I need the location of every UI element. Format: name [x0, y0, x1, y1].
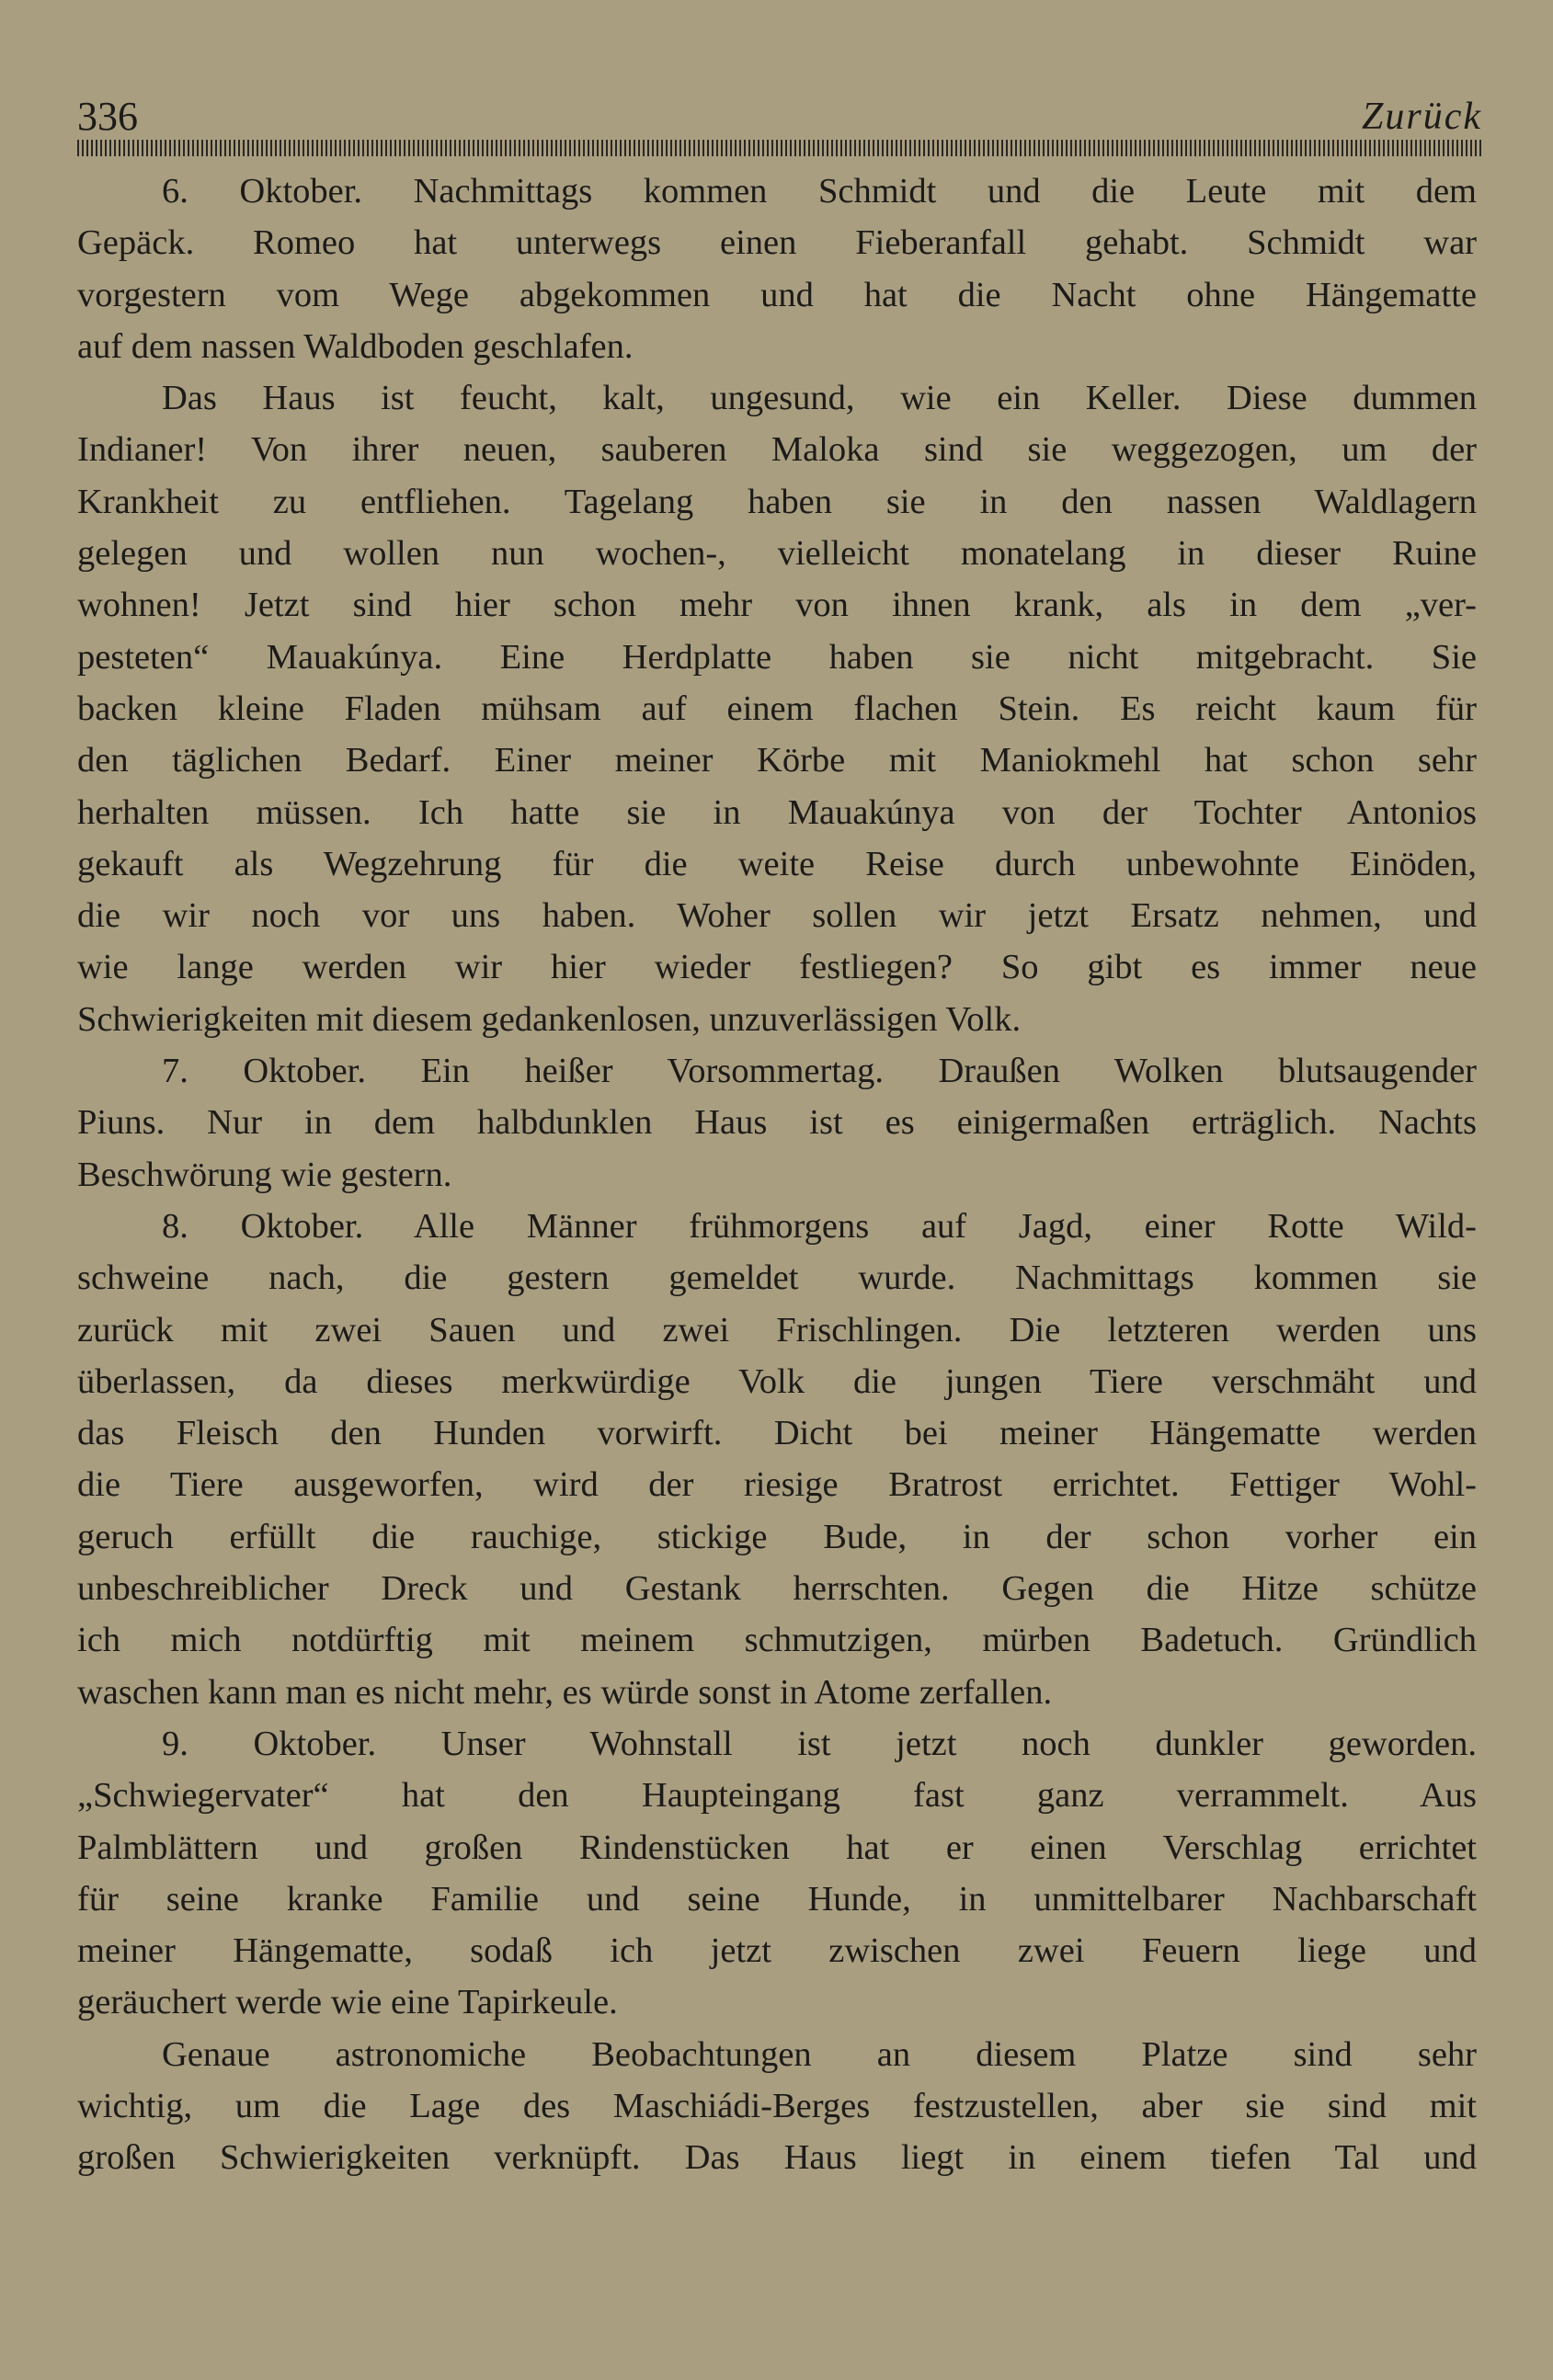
text-line: „Schwiegervater“ hat den Haupteingang fast ganz verrammelt. Aus: [77, 1776, 1477, 1816]
text-line: geräuchert werde wie eine Tapirkeule.: [77, 1983, 618, 2022]
body-text: [77, 165, 1477, 2184]
text-line: wichtig, um die Lage des Maschiádi-Berges festzustellen, aber sie sind mit: [77, 2086, 1477, 2125]
text-line: 9. Oktober. Unser Wohnstall ist jetzt noch dunkler geworden.: [162, 1724, 1477, 1763]
text-line: vorgestern vom Wege abgekommen und hat die Nacht ohne Hängematte: [77, 275, 1477, 314]
text-line: zurück mit zwei Sauen und zwei Frischlingen. Die letzteren werden uns: [77, 1310, 1477, 1349]
text-line: großen Schwierigkeiten verknüpft. Das Haus liegt in einem tiefen Tal und: [77, 2138, 1477, 2178]
text-line: Krankheit zu entfliehen. Tagelang haben sie in den nassen Waldlagern: [77, 482, 1477, 521]
text-line: backen kleine Fladen mühsam auf einem flachen Stein. Es reicht kaum für: [77, 689, 1477, 728]
text-line: Gepäck. Romeo hat unterwegs einen Fieberanfall gehabt. Schmidt war: [77, 223, 1477, 263]
text-line: gekauft als Wegzehrung für die weite Reise durch unbewohnte Einöden,: [77, 844, 1477, 883]
text-line: Das Haus ist feucht, kalt, ungesund, wie ein Keller. Diese dummen: [162, 379, 1477, 418]
ornament-rule: [77, 140, 1482, 156]
text-line: wohnen! Jetzt sind hier schon mehr von ihnen krank, als in dem „ver-: [77, 586, 1477, 625]
text-line: 6. Oktober. Nachmittags kommen Schmidt und die Leute mit dem: [162, 172, 1477, 211]
text-line: 7. Oktober. Ein heißer Vorsommertag. Draußen Wolken blutsaugender: [162, 1052, 1477, 1091]
text-line: den täglichen Bedarf. Einer meiner Körbe mit Maniokmehl hat schon sehr: [77, 741, 1477, 780]
text-line: Piuns. Nur in dem halbdunklen Haus ist es einigermaßen erträglich. Nachts: [77, 1103, 1477, 1143]
text-line: waschen kann man es nicht mehr, es würde sonst in Atome zerfallen.: [77, 1672, 1053, 1712]
text-line: Palmblättern und großen Rindenstücken hat er einen Verschlag errichtet: [77, 1828, 1477, 1867]
text-line: auf dem nassen Waldboden geschlafen.: [77, 326, 634, 366]
running-head: [77, 94, 1482, 140]
page-number: 336: [77, 94, 138, 139]
text-line: meiner Hängematte, sodaß ich jetzt zwischen zwei Feuern liege und: [77, 1931, 1477, 1971]
text-line: Indianer! Von ihrer neuen, sauberen Maloka sind sie weggezogen, um der: [77, 430, 1477, 470]
text-line: unbeschreiblicher Dreck und Gestank herrschten. Gegen die Hitze schütze: [77, 1569, 1477, 1609]
text-line: geruch erfüllt die rauchige, stickige Bude, in der schon vorher ein: [77, 1517, 1477, 1556]
text-line: für seine kranke Familie und seine Hunde, in unmittelbarer Nachbarschaft: [77, 1879, 1477, 1919]
text-line: schweine nach, die gestern gemeldet wurde. Nachmittags kommen sie: [77, 1258, 1477, 1298]
text-line: wie lange werden wir hier wieder festliegen? So gibt es immer neue: [77, 948, 1477, 987]
text-line: überlassen, da dieses merkwürdige Volk die jungen Tiere verschmäht und: [77, 1361, 1477, 1401]
text-line: Beschwörung wie gestern.: [77, 1155, 452, 1194]
text-line: die Tiere ausgeworfen, wird der riesige Bratrost errichtet. Fettiger Wohl-: [77, 1465, 1477, 1505]
text-line: pesteten“ Mauakúnya. Eine Herdplatte haben sie nicht mitgebracht. Sie: [77, 637, 1477, 677]
text-line: das Fleisch den Hunden vorwirft. Dicht bei meiner Hängematte werden: [77, 1414, 1477, 1453]
running-title: Zurück: [1362, 96, 1482, 138]
text-line: herhalten müssen. Ich hatte sie in Mauakúnya von der Tochter Antonios: [77, 792, 1477, 832]
text-line: 8. Oktober. Alle Männer frühmorgens auf Jagd, einer Rotte Wild-: [162, 1206, 1477, 1246]
text-line: die wir noch vor uns haben. Woher sollen wir jetzt Ersatz nehmen, und: [77, 896, 1477, 936]
text-line: Genaue astronomiche Beobachtungen an diesem Platze sind sehr: [162, 2034, 1477, 2074]
text-line: ich mich notdürftig mit meinem schmutzigen, mürben Badetuch. Gründlich: [77, 1621, 1477, 1660]
text-line: gelegen und wollen nun wochen-, vielleicht monatelang in dieser Ruine: [77, 534, 1477, 574]
text-line: Schwierigkeiten mit diesem gedankenlosen, unzuverlässigen Volk.: [77, 999, 1022, 1039]
